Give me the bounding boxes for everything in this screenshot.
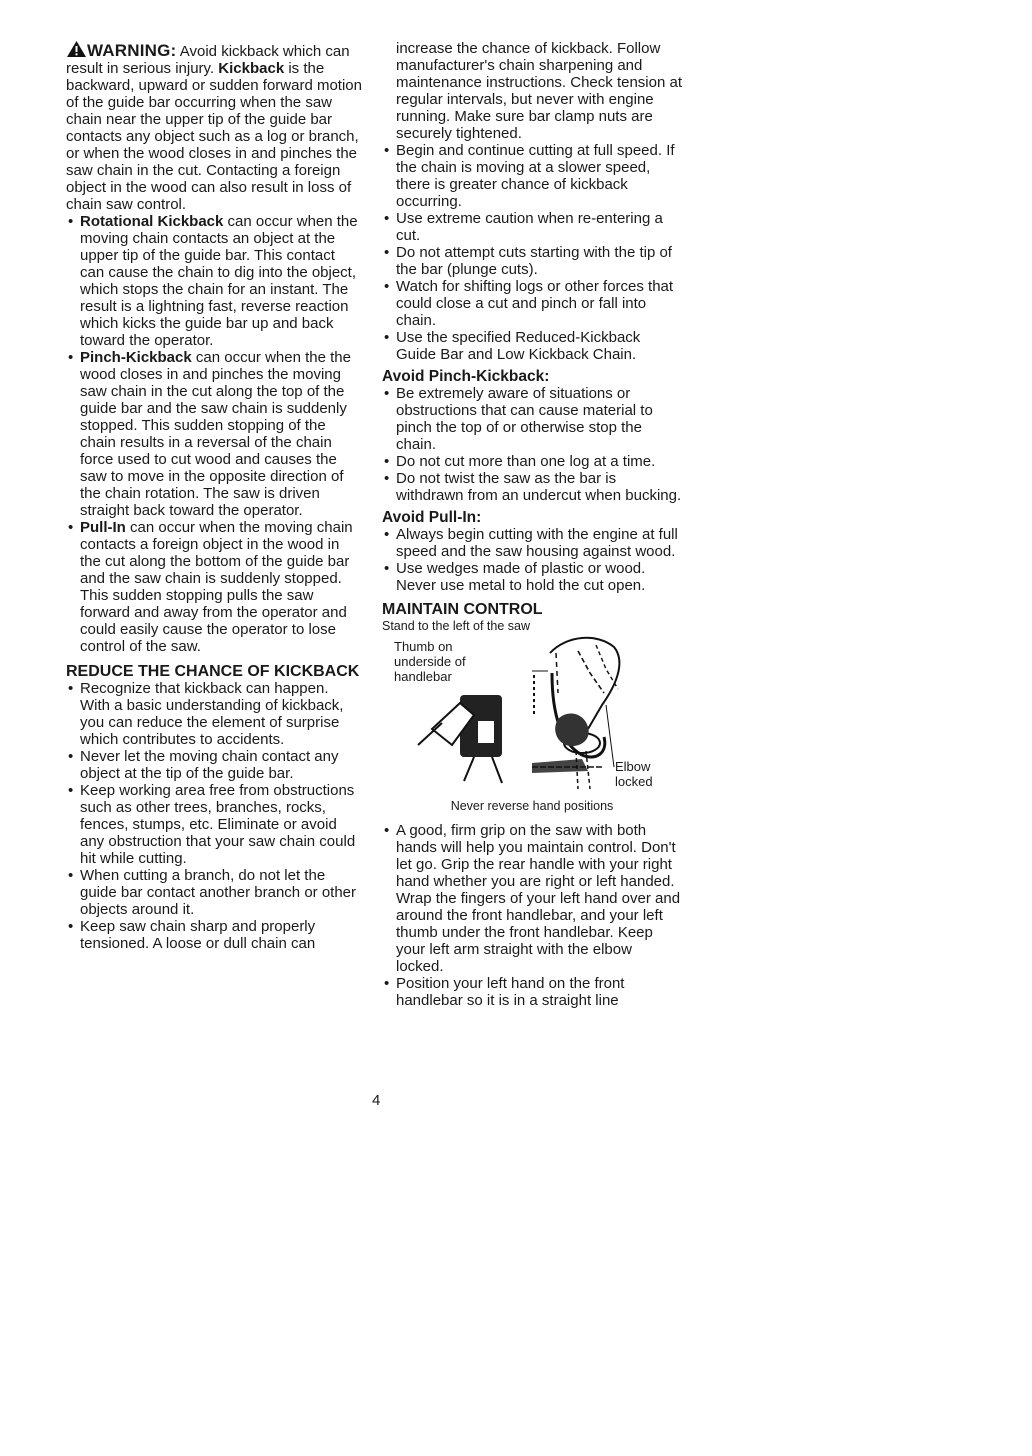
term-pinch-kickback: Pinch-Kickback [80, 349, 192, 366]
kickback-types-list [66, 213, 362, 655]
list-item: • Do not cut more than one log at a time. [382, 453, 682, 470]
continued-text: increase the chance of kickback. Follow manufacturer's chain sharpening and maintenance instructions. Check tension at regular intervals, but never with engine running. Make sure bar clamp nuts are securely tightened. [396, 40, 682, 142]
list-item: • Keep working area free from obstructions such as other trees, branches, rocks, fences, stumps, etc. Eliminate or avoid any obstruction that your saw chain could hit while cutting. [66, 782, 362, 867]
list-item [66, 213, 362, 349]
warning-paragraph [66, 40, 362, 213]
list-item: • Keep saw chain sharp and properly tensioned. A loose or dull chain can [66, 918, 362, 952]
list-item: • Recognize that kickback can happen. With a basic understanding of kickback, you can reduce the element of surprise which contributes to accidents. [66, 680, 362, 748]
term-text: can occur when the moving chain contacts a foreign object in the wood in the cut along the bottom of the guide bar and the saw chain is suddenly stopped. This sudden stopping pulls the saw forward and away from the operator and could easily cause the operator to lose control of the saw. [80, 519, 353, 655]
list-item: • When cutting a branch, do not let the guide bar contact another branch or other objects around it. [66, 867, 362, 918]
figure-caption-bottom: Never reverse hand positions [450, 799, 614, 813]
maintain-control-heading: MAINTAIN CONTROL [382, 601, 543, 618]
kickback-tips-list [382, 142, 682, 363]
pull-in-list [382, 526, 682, 594]
list-item [66, 519, 362, 655]
term-text: can occur when the moving chain contacts an object at the upper tip of the guide bar. This contact can cause the chain to dig into the object, which stops the chain for an instant. The result is a lightning fast, reverse reaction which kicks the guide bar up and back toward the operator. [80, 213, 358, 349]
hand-position-figure [382, 633, 682, 793]
list-item: • Use extreme caution when re-entering a cut. [382, 210, 682, 244]
reduce-kickback-heading: REDUCE THE CHANCE OF KICKBACK [66, 663, 360, 680]
kickback-definition: is the backward, upward or sudden forward motion of the guide bar occurring when the saw chain near the upper tip of the guide bar contacts any object such as a log or branch, or when the wood closes in and pinches the saw chain in the cut. Contacting a foreign object in the wood can also result in loss of chain saw control. [66, 60, 362, 213]
pinch-kickback-list [382, 385, 682, 504]
term-rotational-kickback: Rotational Kickback [80, 213, 224, 230]
figure-caption-top: Stand to the left of the saw [382, 619, 531, 633]
list-item: • Begin and continue cutting at full speed. If the chain is moving at a slower speed, there is greater chance of kickback occurring. [382, 142, 682, 210]
avoid-pinch-kickback-heading: Avoid Pinch-Kickback: [382, 368, 550, 385]
avoid-pull-in-heading: Avoid Pull-In: [382, 509, 482, 526]
list-item: • Do not attempt cuts starting with the tip of the bar (plunge cuts). [382, 244, 682, 278]
list-item: • Always begin cutting with the engine at full speed and the saw housing against wood. [382, 526, 682, 560]
list-item: • Be extremely aware of situations or obstructions that can cause material to pinch the top of or otherwise stop the chain. [382, 385, 682, 453]
list-item: • Position your left hand on the front handlebar so it is in a straight line [382, 975, 682, 1009]
list-item: • Watch for shifting logs or other forces that could close a cut and pinch or fall into chain. [382, 278, 682, 329]
list-item: • Use wedges made of plastic or wood. Never use metal to hold the cut open. [382, 560, 682, 594]
right-column [382, 40, 682, 1009]
elbow-label: Elbow locked [615, 759, 653, 789]
page-number: 4 [372, 1092, 381, 1109]
list-item: • Do not twist the saw as the bar is withdrawn from an undercut when bucking. [382, 470, 682, 504]
reduce-kickback-list [66, 680, 362, 952]
list-item: • Use the specified Reduced-Kickback Guide Bar and Low Kickback Chain. [382, 329, 682, 363]
list-item: • Never let the moving chain contact any object at the tip of the guide bar. [66, 748, 362, 782]
list-item [66, 349, 362, 519]
term-text: can occur when the the wood closes in and pinches the moving saw chain in the cut along the top of the guide bar and the saw chain is suddenly stopped. This sudden stopping of the chain results in a reversal of the chain force used to cut wood and causes the saw to move in the opposite direction of the chain rotation. The saw is driven straight back toward the operator. [80, 349, 351, 519]
warning-label: WARNING: [87, 41, 177, 60]
warning-triangle-icon [66, 40, 87, 58]
thumb-label: Thumb on underside of handlebar [394, 639, 466, 684]
left-column [66, 40, 362, 952]
term-pull-in: Pull-In [80, 519, 126, 536]
kickback-term: Kickback [218, 60, 285, 77]
list-item: • A good, firm grip on the saw with both hands will help you maintain control. Don't let go. Grip the rear handle with your right hand whether you are right or left handed. Wrap the fingers of your left hand over and around the front handlebar, and your left thumb under the front handlebar. Keep your left arm straight with the elbow locked. [382, 822, 682, 975]
warning-text: Avoid kickback which can result in serious injury. [66, 43, 350, 77]
maintain-control-list [382, 822, 682, 1009]
